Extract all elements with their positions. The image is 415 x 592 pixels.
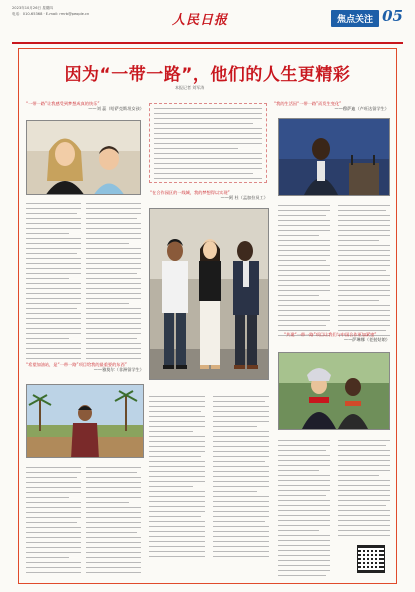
pull-quote-2 [274,101,389,111]
text-column-center-2 [213,396,269,560]
date-line: 2023年10月26日 星期四 [12,6,53,10]
masthead-divider [12,42,403,44]
pull-quote-4-text: “希望加油站，是“一带一路”项目给我的最重要的东西” [26,362,127,367]
pull-quote-2-author: ——穆萨迪（卢旺达留学生） [334,106,389,111]
article-headline: 因为“一带一路”，他们的人生更精彩 [64,65,351,85]
qr-caption [354,575,390,579]
photo-man-outdoors [26,384,144,458]
pull-quote-4-author: ——雅莫尔（非洲留学生） [93,367,144,372]
photo-2-caption [278,198,390,202]
photo-three-people [149,208,269,380]
photo-two-women [278,352,390,430]
photo-speaker [278,118,390,196]
text-column-right-1 [278,205,330,340]
text-column-left-top-2 [86,203,141,363]
photo-4-caption [26,460,144,464]
pull-quote-5-author: ——萨琳娜（老挝姑娘） [343,337,390,342]
pull-quote-3-author: ——阿 杜（孟加拉员工） [220,195,268,200]
pull-quote-1-author: ——刘 蕊（哈萨克斯坦女孩） [88,106,144,111]
section-label: 焦点关注 [331,10,379,27]
pull-quote-3 [150,190,268,200]
contact-line: 电话：010-65368 · E-mail: rmrb@people.cn [12,12,90,16]
qr-code-icon [357,545,385,573]
text-column-left-bottom-1 [26,467,81,577]
pull-quote-1 [26,101,144,111]
text-column-right-4 [338,440,390,540]
intro-box [149,103,267,183]
photo-girl-and-boy [26,120,141,195]
newspaper-logo: 人民日报 [172,13,229,28]
text-column-center-1 [149,396,205,560]
pull-quote-1-text: “一带一路”让我感受到梦想成真的快乐” [26,101,100,106]
text-column-right-3 [278,440,330,580]
pull-quote-4 [26,362,144,372]
pull-quote-3-text: “在合作园区的一线城，我的梦想得以实现” [150,190,230,195]
page-number: 05 [382,7,403,25]
pull-quote-5 [284,332,390,342]
text-column-left-top [26,203,81,363]
photo-3-caption [149,382,269,386]
text-column-right-2 [338,205,390,340]
photo-1-caption [26,197,141,201]
pull-quote-2-text: “我的生活因“一带一路”而发生变化” [274,101,342,106]
pull-quote-5-text: “共建“一带一路”项目让我们与中国合作更加紧密” [284,332,377,337]
masthead [12,4,403,44]
text-column-left-bottom-2 [86,467,141,577]
article-byline: 本报记者 刘军涛 [175,85,205,90]
photo-5-caption [278,432,390,436]
